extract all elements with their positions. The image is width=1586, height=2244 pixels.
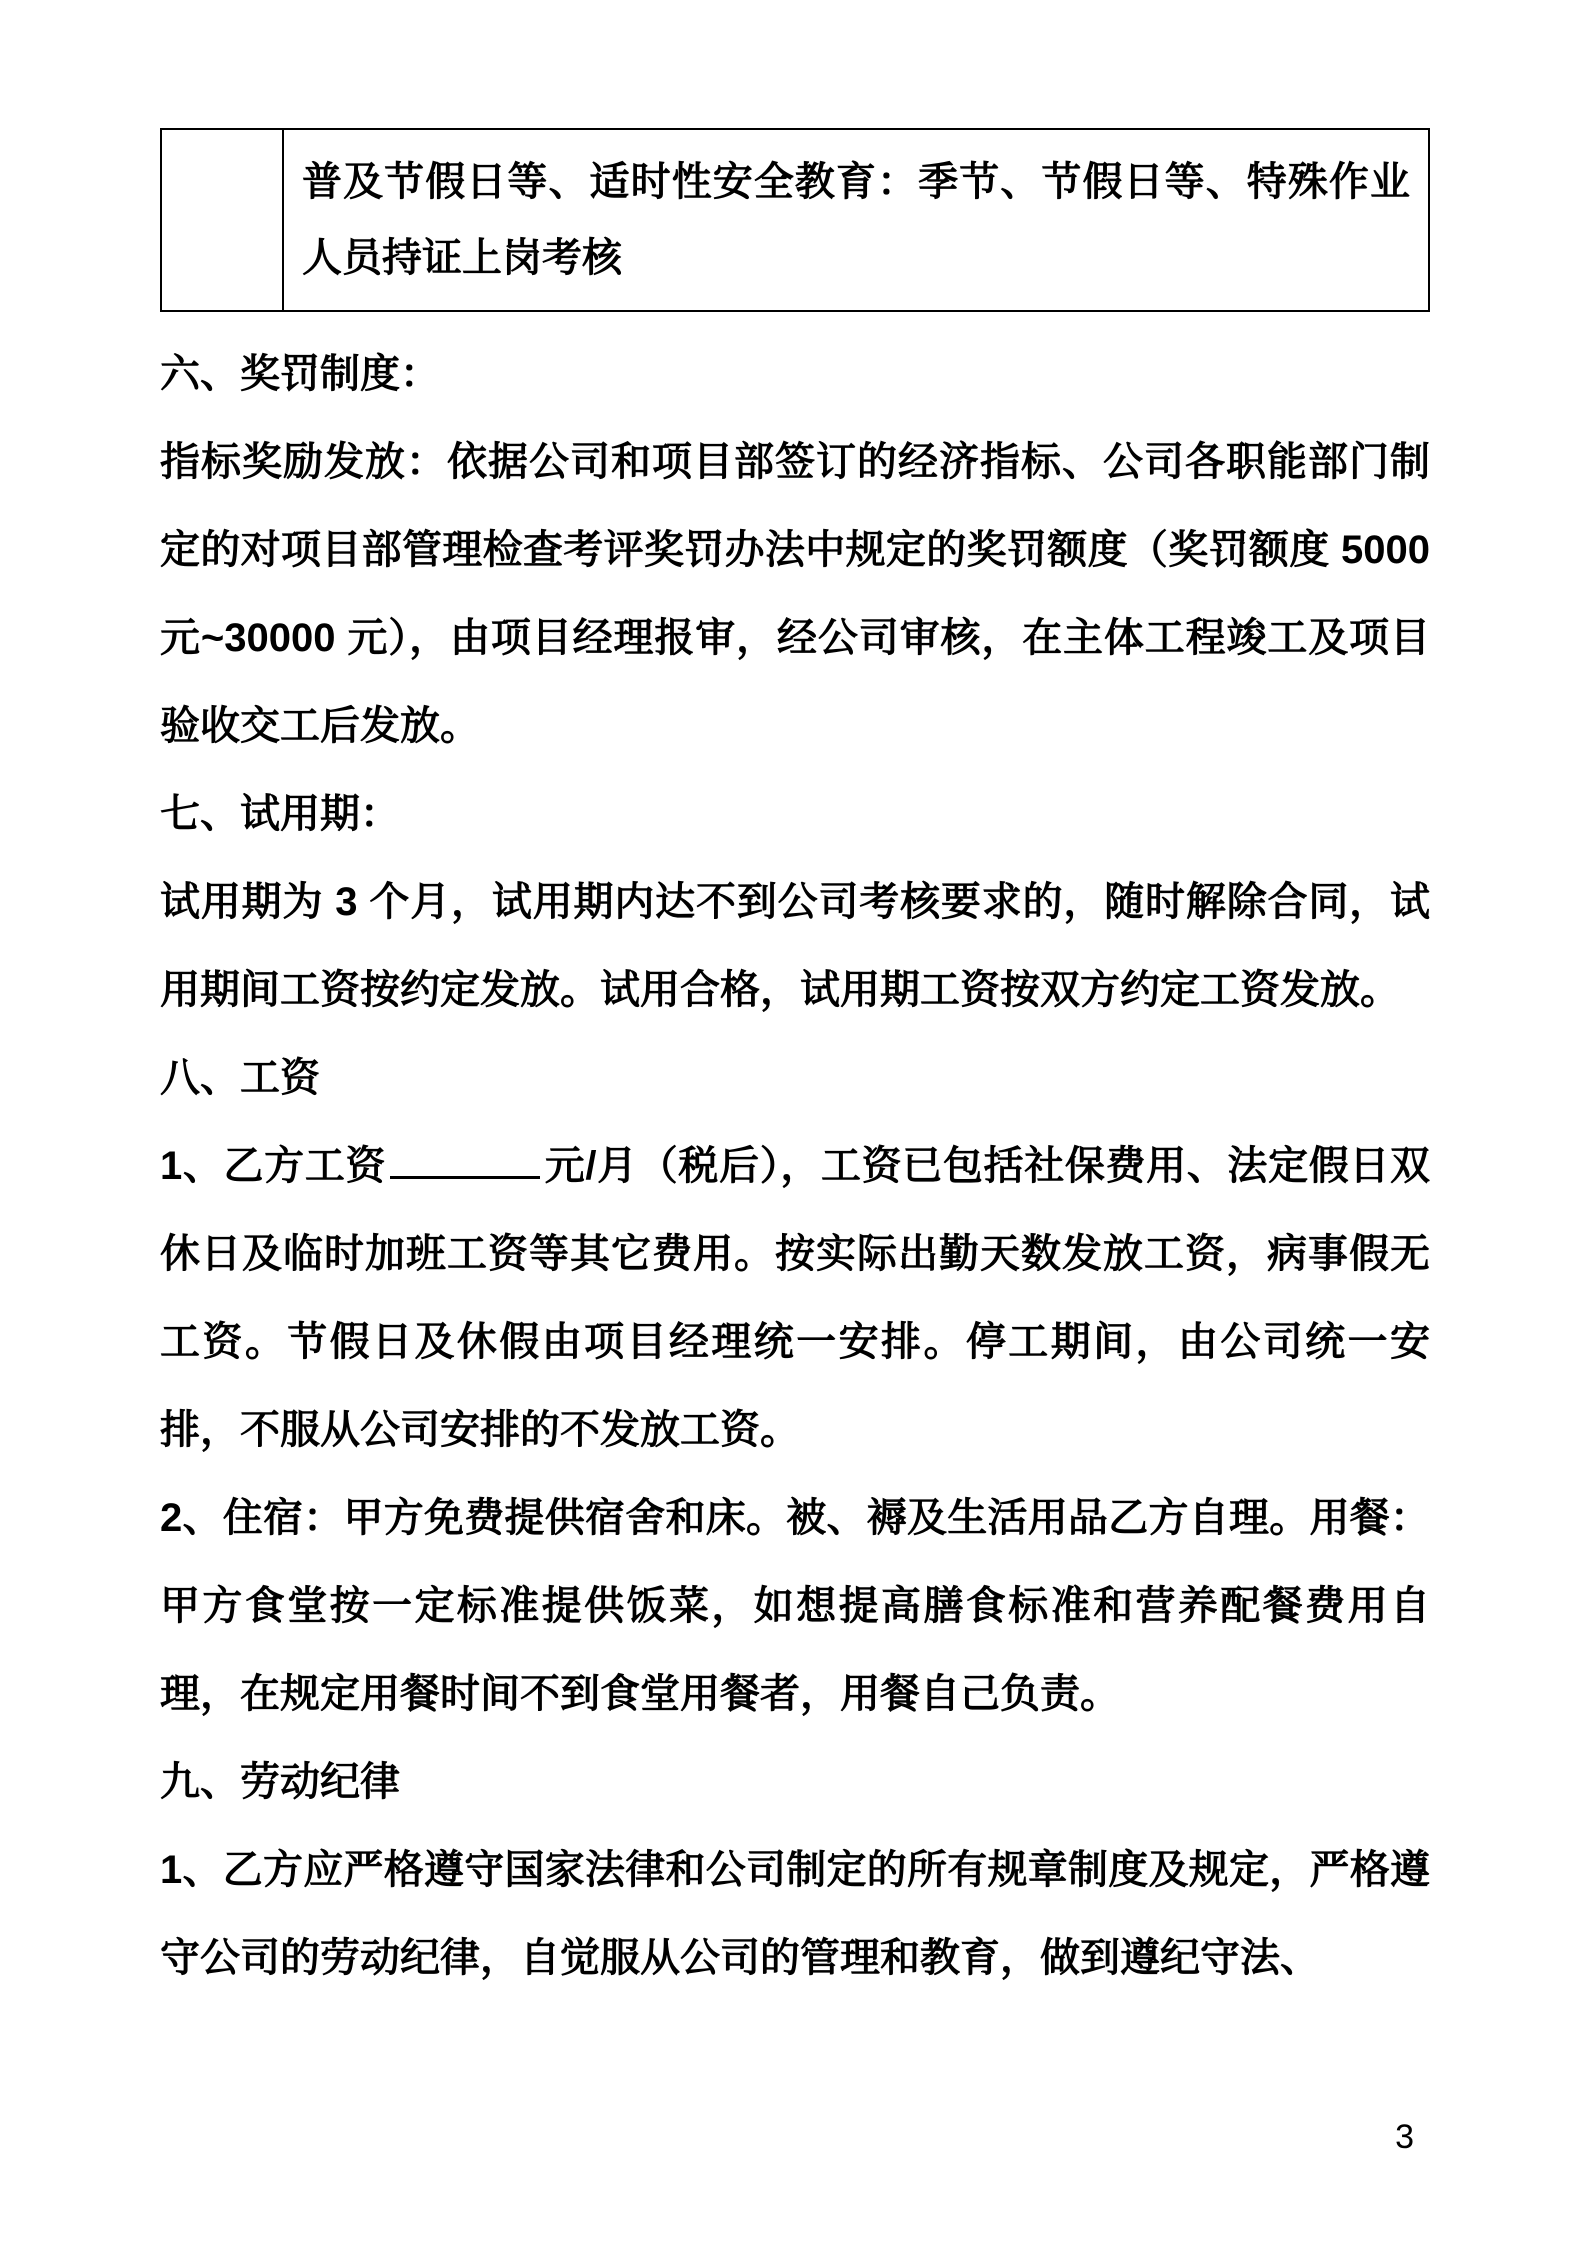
table-cell-left xyxy=(161,129,283,311)
paragraph-rewards-detail: 指标奖励发放：依据公司和项目部签订的经济指标、公司各职能部门制定的对项目部管理检查考评奖罚办法中规定的奖罚额度（奖罚额度 5000 元~30000 元），由项目经理报审，经公司审核，在主体工程竣工及项目验收交工后发放。 xyxy=(160,440,1430,748)
section-heading-rewards: 六、奖罚制度： xyxy=(160,352,440,396)
paragraph-accommodation-detail: 2、住宿：甲方免费提供宿舍和床。被、褥及生活用品乙方自理。用餐：甲方食堂按一定标准提供饭菜，如想提高膳食标准和营养配餐费用自理，在规定用餐时间不到食堂用餐者，用餐自己负责。 xyxy=(160,1496,1430,1716)
section-heading-discipline: 九、劳动纪律 xyxy=(160,1760,400,1804)
contract-table-fragment xyxy=(160,128,1430,312)
section-heading-wages: 八、工资 xyxy=(160,1056,320,1100)
paragraph-probation-detail: 试用期为 3 个月，试用期内达不到公司考核要求的，随时解除合同，试用期间工资按约定发放。试用合格，试用期工资按双方约定工资发放。 xyxy=(160,880,1430,1012)
wage-text-before: 1、乙方工资 xyxy=(160,1144,387,1188)
paragraph-discipline-detail: 1、乙方应严格遵守国家法律和公司制定的所有规章制度及规定，严格遵守公司的劳动纪律，自觉服从公司的管理和教育，做到遵纪守法、 xyxy=(160,1848,1430,1980)
document-body xyxy=(160,330,1430,2002)
section-heading-probation: 七、试用期： xyxy=(160,792,400,836)
table-cell-right: 普及节假日等、适时性安全教育：季节、节假日等、特殊作业人员持证上岗考核 xyxy=(283,129,1429,311)
wage-text-after: 元/月（税后），工资已包括社保费用、法定假日双休日及临时加班工资等其它费用。按实际出勤天数发放工资，病事假无工资。节假日及休假由项目经理统一安排。停工期间，由公司统一安排，不服从公司安排的不发放工资。 xyxy=(160,1144,1430,1452)
paragraph-wage-detail xyxy=(160,1122,1430,1474)
table-row xyxy=(161,129,1429,311)
page-number: 3 xyxy=(1395,2118,1414,2156)
fill-in-blank xyxy=(390,1136,540,1179)
